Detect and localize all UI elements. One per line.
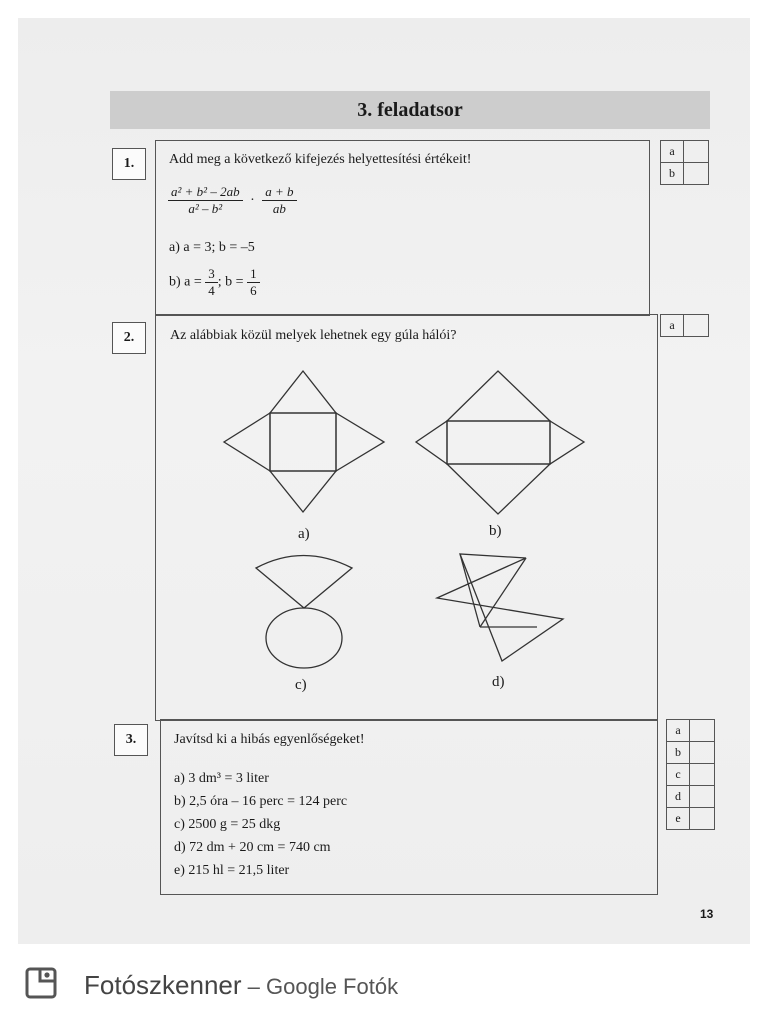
score-label: a xyxy=(661,141,684,163)
task3-prompt: Javítsd ki a hibás egyenlőségeket! xyxy=(174,732,365,747)
footer-app-name: Fotószkenner xyxy=(84,970,242,1000)
score-cell[interactable] xyxy=(690,786,715,808)
task3-item: b) 2,5 óra – 16 perc = 124 perc xyxy=(174,794,348,809)
task1-prompt: Add meg a következő kifejezés helyettesítési értékeit! xyxy=(169,152,472,167)
case-b-b-den: 6 xyxy=(250,283,257,298)
task2-prompt: Az alábbiak közül melyek lehetnek egy gúla hálói? xyxy=(170,328,457,343)
net-d-star xyxy=(437,554,563,661)
case-b-a-num: 3 xyxy=(205,266,218,283)
net-a-label: a) xyxy=(298,526,310,542)
task3-number: 3. xyxy=(114,724,148,756)
score-label: e xyxy=(667,808,690,830)
footer-separator: – xyxy=(241,974,266,999)
page-title: 3. feladatsor xyxy=(110,91,710,129)
net-c-label: c) xyxy=(295,677,307,693)
net-b-face-left xyxy=(416,421,447,464)
net-a-face-right xyxy=(336,413,384,471)
score-row xyxy=(667,786,715,808)
score-cell[interactable] xyxy=(690,720,715,742)
score-label: b xyxy=(667,742,690,764)
net-c-sector xyxy=(256,556,352,609)
net-d-drawing xyxy=(437,554,563,661)
score-cell[interactable] xyxy=(690,742,715,764)
task3-item: e) 215 hl = 21,5 liter xyxy=(174,863,290,878)
net-d-label: d) xyxy=(492,674,505,690)
task1-case-a: a) a = 3; b = –5 xyxy=(169,240,255,255)
score-label: a xyxy=(667,720,690,742)
expr-dot: · xyxy=(250,192,255,208)
net-b-face-top xyxy=(447,371,550,421)
net-b-label: b) xyxy=(489,523,502,539)
score-label: d xyxy=(667,786,690,808)
net-b-face-bottom xyxy=(447,464,550,514)
footer-attribution[interactable] xyxy=(84,970,398,1001)
case-b-prefix: b) a = xyxy=(169,274,202,290)
task3-item: c) 2500 g = 25 dkg xyxy=(174,817,281,832)
net-a-face-bottom xyxy=(270,471,336,512)
score-row xyxy=(667,720,715,742)
score-row xyxy=(667,808,715,830)
score-cell[interactable] xyxy=(690,764,715,786)
score-label: c xyxy=(667,764,690,786)
page-number: 13 xyxy=(700,907,714,921)
net-b-base-rect xyxy=(447,421,550,464)
net-d-edge xyxy=(460,554,480,627)
task3-score-table xyxy=(666,719,715,830)
case-b-a-den: 4 xyxy=(208,283,215,298)
net-a-base-square xyxy=(270,413,336,471)
expr-numerator-2: a + b xyxy=(262,184,296,201)
net-b-drawing xyxy=(416,371,584,514)
photoscan-icon[interactable] xyxy=(24,966,58,1000)
expr-denominator-1: a² – b² xyxy=(188,201,223,216)
net-a-face-top xyxy=(270,371,336,413)
footer-source: Google Fotók xyxy=(266,974,399,999)
score-row xyxy=(667,764,715,786)
score-cell[interactable] xyxy=(690,808,715,830)
task1-number: 1. xyxy=(112,148,146,180)
score-label: b xyxy=(661,163,684,185)
score-row xyxy=(667,742,715,764)
net-a-drawing xyxy=(224,371,384,512)
case-b-b-num: 1 xyxy=(247,266,260,283)
case-b-mid: ; b = xyxy=(217,274,244,290)
expr-numerator-1: a² + b² – 2ab xyxy=(168,184,243,201)
net-a-face-left xyxy=(224,413,270,471)
expr-denominator-2: ab xyxy=(272,201,286,216)
task3-item: a) 3 dm³ = 3 liter xyxy=(174,771,269,786)
net-c-circle xyxy=(266,608,342,668)
score-label: a xyxy=(661,315,684,337)
task2-number: 2. xyxy=(112,322,146,354)
net-c-drawing xyxy=(256,556,352,669)
task3-item: d) 72 dm + 20 cm = 740 cm xyxy=(174,840,331,855)
net-b-face-right xyxy=(550,421,584,464)
